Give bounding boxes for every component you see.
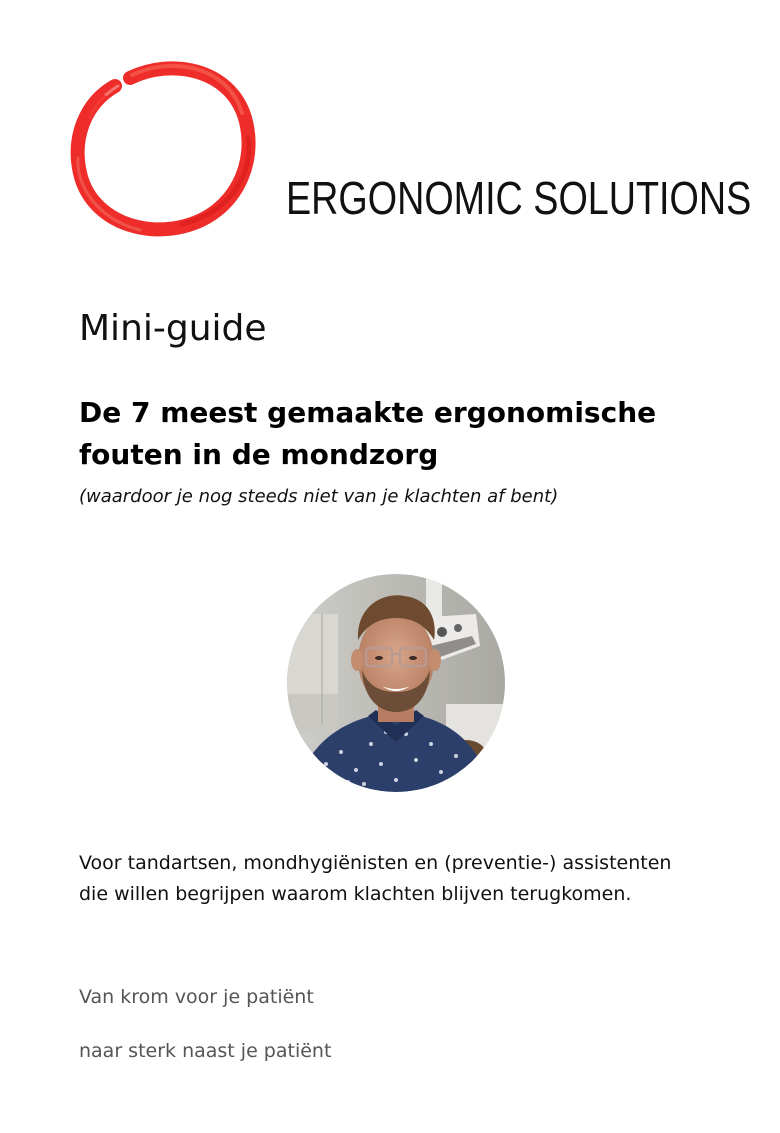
page-title-line-2: fouten in de mondzorg: [79, 438, 439, 471]
tagline: [79, 984, 331, 1092]
brand-name: ERGONOMIC SOLUTIONS: [286, 172, 752, 224]
red-brush-circle-icon: [70, 58, 256, 240]
target-audience-line-2: die willen begrijpen waarom klachten blijven terugkomen.: [79, 883, 632, 905]
subtitle: (waardoor je nog steeds niet van je klachten af bent): [79, 486, 559, 507]
tagline-line-2: naar sterk naast je patiënt: [79, 1040, 332, 1062]
target-audience-line-1: Voor tandartsen, mondhygiënisten en (preventie-) assistenten: [79, 852, 672, 874]
page-title: [79, 392, 719, 476]
page-title-line-1: De 7 meest gemaakte ergonomische: [79, 396, 657, 429]
document-type: Mini-guide: [79, 308, 267, 349]
target-audience-text: [79, 848, 739, 910]
author-portrait-photo: [286, 574, 506, 792]
tagline-line-1: Van krom voor je patiënt: [79, 986, 314, 1008]
